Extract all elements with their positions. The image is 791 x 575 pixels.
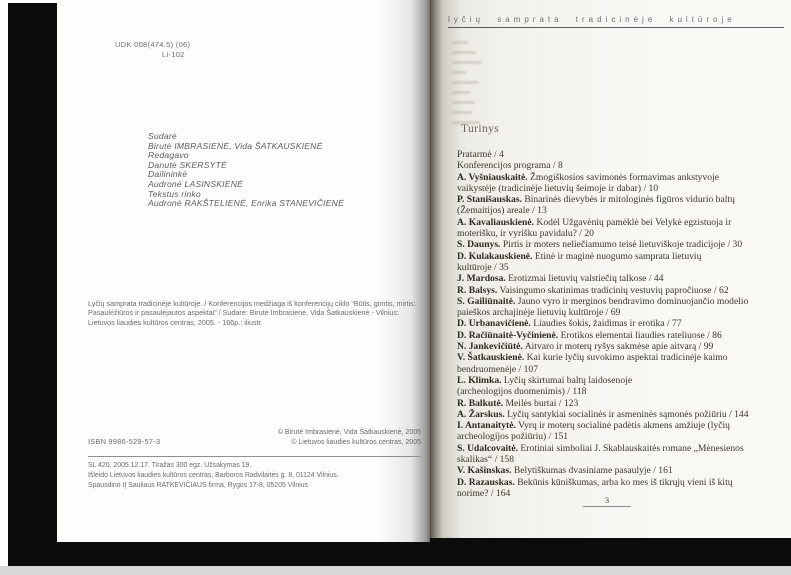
toc-line: [457, 262, 787, 273]
copyright-block: [205, 428, 421, 448]
toc-author: A. Žarskus.: [457, 408, 505, 420]
toc-line: [457, 375, 787, 386]
toc-text: (archeologijos duomenimis) / 118: [457, 386, 587, 398]
toc-author: A. Kavaliauskienė.: [457, 216, 535, 228]
toc-line: [457, 205, 787, 216]
credit-line: Dailininkė: [148, 169, 188, 180]
toc-line: [457, 420, 787, 431]
toc-text: Aitvaro ir moterų ryšys sakmėse apie aitvarą / 99: [522, 341, 714, 353]
credit-line: Audronė RAKŠTELIENĖ, Enrika STANEVIČIENĖ: [148, 198, 345, 209]
toc-text: Pratarmė / 4: [457, 149, 504, 160]
toc-author: L. Klimka.: [457, 374, 502, 386]
toc-text: Lyčių santykiai socialinės ir asmeninės sąmonės požiūriu / 144: [504, 408, 749, 420]
toc-line: [457, 296, 787, 307]
toc-author: S. Daunys.: [457, 239, 501, 251]
toc-author: I. Antanaitytė.: [457, 420, 516, 432]
toc-line: [457, 443, 787, 454]
toc-text: Pirtis ir moters neliečiamumo teisė lietuviškoje tradicijoje / 30: [500, 239, 743, 251]
colophon-line: Spausdino IĮ Sauliaus RATKEVIČIAUS firma, Rygos 17-8, 05205 Vilnius: [88, 481, 308, 489]
udk-line1: UDK 008(474.5) (06): [115, 40, 191, 49]
toc-text: Meilės burtai / 123: [503, 397, 579, 409]
toc-text: Jauno vyro ir merginos bendravimo dominuojančio modelio: [515, 295, 749, 307]
toc-line: [457, 477, 787, 488]
copyright-line: © Lietuvos liaudies kultūros centras, 2005: [291, 438, 421, 446]
toc-line: [457, 149, 787, 160]
toc-author: D. Urbanavičienė.: [457, 318, 531, 330]
toc-text: Liaudies šokis, žaidimas ir erotika / 77: [530, 318, 682, 330]
credit-line: Sudarė: [148, 131, 177, 141]
toc-line: [457, 307, 787, 318]
ghost-line: [452, 71, 466, 74]
ghost-line: [452, 41, 468, 44]
toc-line: [457, 465, 787, 476]
toc-text: paieškos archajinėje lietuvių kultūroje / 69: [457, 307, 621, 319]
toc-text: Vaisingumo skatinimas tradicinių vestuvių papročiuose / 62: [497, 284, 729, 296]
toc-author: A. Vyšniauskaitė.: [457, 171, 528, 183]
toc-line: [457, 386, 787, 397]
toc-author: R. Balsys.: [457, 284, 498, 296]
toc-text: Etinė ir maginė nuogumo samprata lietuvių: [532, 250, 702, 262]
toc-text: skalikas“ / 158: [457, 454, 515, 466]
toc-line: [457, 431, 787, 442]
copyright-line: © Birutė Imbrasienė, Vida Šatkauskienė, 2005: [277, 429, 421, 436]
toc-line: [457, 341, 787, 352]
toc-author: V. Kašinskas.: [457, 465, 512, 477]
toc-text: Erotizmai lietuvių valstiečių talkose / 44: [505, 273, 664, 285]
toc-line: [457, 330, 787, 341]
toc-text: Žmogiškosios savimonės formavimas ankstyvoje: [527, 171, 719, 183]
toc-author: P. Stanišauskas.: [457, 194, 522, 206]
toc-author: R. Balkutė.: [457, 397, 504, 409]
toc-line: [457, 318, 787, 329]
running-header: lyčių samprata tradicinėje kultūroje: [448, 15, 784, 28]
ghost-text-bleed: [452, 41, 512, 131]
toc-text: Belytiškumas dvasiniame pasaulyje / 161: [511, 465, 673, 477]
toc-line: [457, 273, 787, 284]
credit-line: Danutė SKERSYTĖ: [148, 159, 227, 170]
credit-line: Tekstus rinko: [148, 188, 201, 199]
page-number: 3: [583, 495, 631, 507]
toc-line: [457, 364, 787, 375]
toc-line: [457, 217, 787, 228]
toc-line: [457, 251, 787, 262]
toc-text: Kai kurie lyčių suvokimo aspektai tradicinėje kaimo: [524, 352, 728, 364]
credit-line: Audronė LASINSKIENĖ: [148, 178, 244, 189]
udk-number: [115, 40, 190, 59]
toc-line: [457, 454, 787, 465]
ghost-line: [452, 111, 472, 114]
page-left: [57, 0, 430, 542]
toc-line: [457, 352, 787, 363]
toc-text: Vyrų ir moterų socialinė padėtis akmens amžiuje (lyčių: [515, 420, 730, 432]
toc-line: [457, 285, 787, 296]
toc-heading: Turinys: [461, 123, 500, 135]
toc-text: Lyčių skirtumai baltų laidosenoje: [501, 374, 633, 386]
toc-author: D. Razauskas.: [457, 476, 515, 488]
udk-line2: Li-102: [162, 49, 185, 59]
toc-author: D. Račiūnaitė-Vyčinienė.: [457, 329, 559, 341]
toc-text: Kodėl Užgavėnių pamėklė bei Velykė egzistuoja ir: [534, 216, 732, 228]
page-right: [430, 0, 791, 538]
isbn: ISBN 9986-529-57-3: [88, 437, 161, 446]
toc-line: [457, 194, 787, 205]
divider-rule: [88, 456, 421, 457]
toc-text: Bekūnis kūniškumas, arba ko mes iš tikrųjų vieni iš kitų: [514, 476, 733, 488]
ghost-line: [452, 61, 482, 64]
toc-author: D. Kulakauskienė.: [457, 250, 533, 262]
colophon-line: Išleido Lietuvos liaudies kultūros centras, Barboros Radvilaitės g. 8, 01124 Vilnius.: [88, 471, 339, 479]
toc-text: Konferencijos programa / 8: [457, 160, 563, 172]
toc-author: S. Udalcovaitė.: [457, 442, 519, 454]
toc-text: vaikystėje (tradicinėje lietuvių šeimoje ir dabar) / 10: [457, 182, 659, 194]
toc: [457, 149, 787, 499]
toc-line: [457, 228, 787, 239]
bibliographic-note: Lyčių samprata tradicinėje kultūroje. / Konferencijos medžiaga iš konferencijų ciklo “Būtis, gimtis, mirtis: Pasaulėžiūros ir pasaulėjautos aspektai” / Sudarė: Birutė Imbrasienė, Vida Šatkauskienė - Vilnius: Lietuvos liaudies kultūros centras, 2005. - 166p.: iliustr.: [88, 299, 416, 327]
ghost-line: [452, 91, 470, 94]
credits-block: [148, 132, 344, 209]
toc-text: Erotiniai simboliai J. Skablauskaitės romane „Mėnesienos: [518, 442, 744, 454]
toc-text: (Žemaitijos) areale / 13: [457, 205, 547, 217]
colophon-line: SL 420. 2005.12.17. Tiražas 300 egz. Užsakymas 19.: [88, 462, 252, 469]
toc-author: N. Jankevičiūtė.: [457, 341, 523, 353]
toc-line: [457, 409, 787, 420]
credit-line: Birutė IMBRASIENĖ, Vida ŠATKAUSKIENĖ: [148, 140, 323, 151]
toc-text: moterišku, ir vyrišku pavidalu? / 20: [457, 228, 594, 240]
ghost-line: [452, 101, 475, 104]
colophon-block: [88, 461, 339, 490]
bottom-scan-strip: [0, 566, 791, 575]
toc-line: [457, 183, 787, 194]
ghost-line: [452, 81, 479, 84]
toc-text: archeologijos požiūriu) / 151: [457, 431, 569, 443]
toc-text: bendruomenėje / 107: [457, 363, 538, 375]
toc-author: J. Mardosa.: [457, 273, 506, 285]
ghost-line: [452, 51, 476, 54]
toc-text: Binarinės dievybės ir mitologinės figūros vidurio baltų: [521, 194, 735, 206]
credit-line: Redagavo: [148, 150, 189, 161]
toc-line: [457, 172, 787, 183]
toc-author: V. Šatkauskienė.: [457, 352, 525, 364]
toc-line: [457, 239, 787, 250]
toc-text: kultūroje / 35: [457, 261, 509, 273]
toc-author: S. Gailiūnaitė.: [457, 295, 516, 307]
toc-text: norime? / 164: [457, 487, 511, 499]
toc-line: [457, 160, 787, 171]
toc-text: Erotikos elementai liaudies rateliuose / 86: [558, 329, 722, 341]
toc-line: [457, 398, 787, 409]
